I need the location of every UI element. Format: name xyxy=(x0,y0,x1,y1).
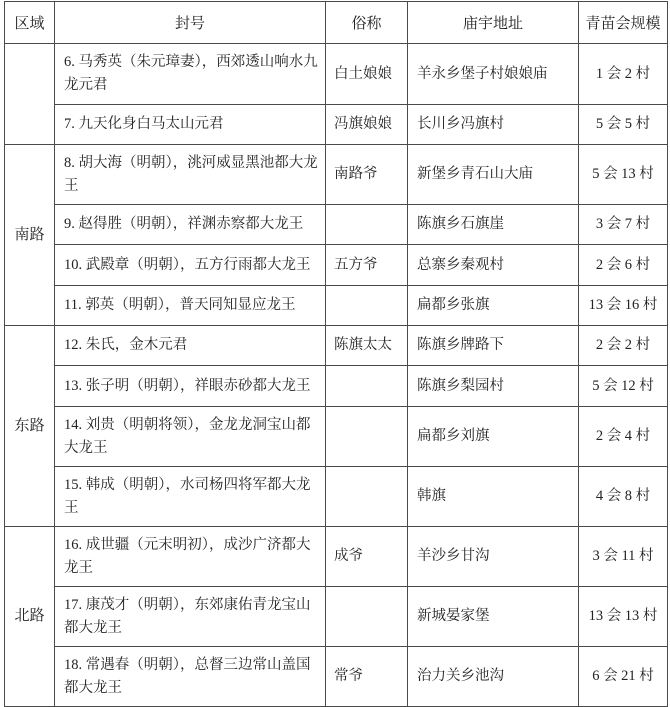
title-cell: 14. 刘贵（明朝将领），金龙龙洞宝山都大龙王 xyxy=(55,407,326,467)
temple-cell: 长川乡冯旗村 xyxy=(408,105,579,145)
scale-cell: 13 会 16 村 xyxy=(579,286,668,326)
header-row xyxy=(5,2,668,44)
scale-cell: 2 会 2 村 xyxy=(579,326,668,366)
scale-cell: 5 会 5 村 xyxy=(579,105,668,145)
alias-cell xyxy=(326,286,408,326)
table-row xyxy=(5,407,668,467)
alias-cell: 白土娘娘 xyxy=(326,44,408,105)
table-row xyxy=(5,587,668,647)
table-row xyxy=(5,467,668,527)
alias-cell xyxy=(326,467,408,527)
temple-cell: 治力关乡池沟 xyxy=(408,647,579,707)
alias-cell: 五方爷 xyxy=(326,245,408,286)
title-cell: 18. 常遇春（明朝），总督三边常山盖国都大龙王 xyxy=(55,647,326,707)
deity-table xyxy=(4,1,668,707)
alias-cell: 常爷 xyxy=(326,647,408,707)
scale-cell: 1 会 2 村 xyxy=(579,44,668,105)
scale-cell: 2 会 4 村 xyxy=(579,407,668,467)
table-row xyxy=(5,366,668,407)
title-cell: 8. 胡大海（明朝），洮河威显黑池都大龙王 xyxy=(55,145,326,205)
temple-cell: 韩旗 xyxy=(408,467,579,527)
temple-cell: 新城晏家堡 xyxy=(408,587,579,647)
alias-cell xyxy=(326,366,408,407)
region-cell: 北路 xyxy=(5,527,55,707)
table-row xyxy=(5,286,668,326)
table-row xyxy=(5,647,668,707)
title-cell: 9. 赵得胜（明朝），祥渊赤察都大龙王 xyxy=(55,205,326,245)
temple-cell: 扁都乡刘旗 xyxy=(408,407,579,467)
temple-cell: 陈旗乡牌路下 xyxy=(408,326,579,366)
temple-cell: 总寨乡秦观村 xyxy=(408,245,579,286)
table-row xyxy=(5,205,668,245)
header-temple: 庙宇地址 xyxy=(408,2,579,44)
region-cell: 东路 xyxy=(5,326,55,527)
temple-cell: 羊永乡堡子村娘娘庙 xyxy=(408,44,579,105)
temple-cell: 新堡乡青石山大庙 xyxy=(408,145,579,205)
title-cell: 17. 康茂才（明朝），东郊康佑青龙宝山都大龙王 xyxy=(55,587,326,647)
alias-cell xyxy=(326,587,408,647)
scale-cell: 6 会 21 村 xyxy=(579,647,668,707)
alias-cell: 陈旗太太 xyxy=(326,326,408,366)
scale-cell: 3 会 11 村 xyxy=(579,527,668,587)
scale-cell: 5 会 12 村 xyxy=(579,366,668,407)
title-cell: 16. 成世疆（元末明初），成沙广济都大龙王 xyxy=(55,527,326,587)
alias-cell xyxy=(326,407,408,467)
title-cell: 12. 朱氏，金木元君 xyxy=(55,326,326,366)
temple-cell: 扁都乡张旗 xyxy=(408,286,579,326)
alias-cell: 冯旗娘娘 xyxy=(326,105,408,145)
table-row xyxy=(5,105,668,145)
title-cell: 13. 张子明（明朝），祥眼赤砂都大龙王 xyxy=(55,366,326,407)
title-cell: 7. 九天化身白马太山元君 xyxy=(55,105,326,145)
title-cell: 10. 武殿章（明朝），五方行雨都大龙王 xyxy=(55,245,326,286)
region-cell: 南路 xyxy=(5,145,55,326)
scale-cell: 5 会 13 村 xyxy=(579,145,668,205)
table-row xyxy=(5,527,668,587)
scale-cell: 3 会 7 村 xyxy=(579,205,668,245)
header-title: 封号 xyxy=(55,2,326,44)
temple-cell: 羊沙乡甘沟 xyxy=(408,527,579,587)
table-row xyxy=(5,245,668,286)
scale-cell: 2 会 6 村 xyxy=(579,245,668,286)
title-cell: 6. 马秀英（朱元璋妻），西郊透山响水九龙元君 xyxy=(55,44,326,105)
table-row xyxy=(5,145,668,205)
scale-cell: 13 会 13 村 xyxy=(579,587,668,647)
alias-cell: 成爷 xyxy=(326,527,408,587)
title-cell: 15. 韩成（明朝），水司杨四将军都大龙王 xyxy=(55,467,326,527)
table-row xyxy=(5,326,668,366)
alias-cell xyxy=(326,205,408,245)
table-row xyxy=(5,44,668,105)
temple-cell: 陈旗乡石旗崖 xyxy=(408,205,579,245)
title-cell: 11. 郭英（明朝），普天同知显应龙王 xyxy=(55,286,326,326)
header-scale: 青苗会规模 xyxy=(579,2,668,44)
scale-cell: 4 会 8 村 xyxy=(579,467,668,527)
header-region: 区域 xyxy=(5,2,55,44)
header-alias: 俗称 xyxy=(326,2,408,44)
alias-cell: 南路爷 xyxy=(326,145,408,205)
temple-cell: 陈旗乡梨园村 xyxy=(408,366,579,407)
region-cell xyxy=(5,44,55,145)
